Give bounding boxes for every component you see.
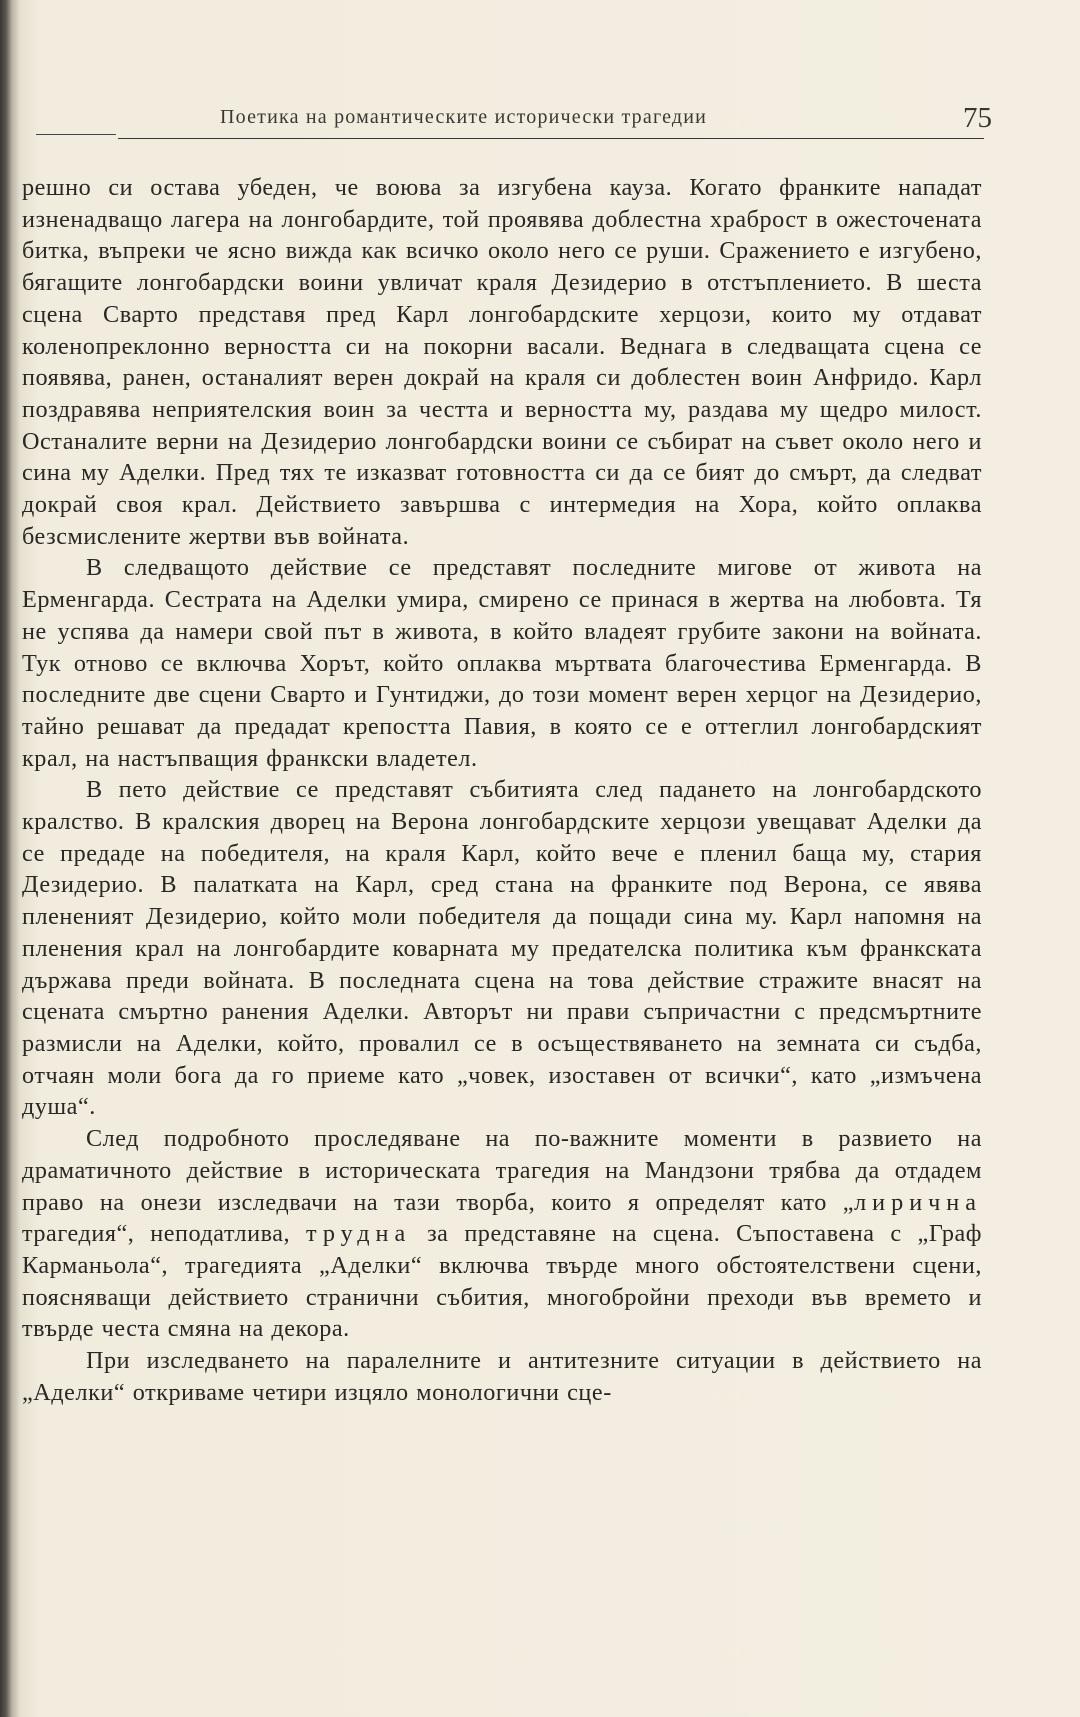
paragraph-fourth-act: В следващото действие се представят последните мигове от живота на Ерменгарда. Сестрата на Аделки умира, смирено се принася в жертва на любовта. Тя не успява да намери свой път в живота, в който владеят грубите закони на войната. Тук отново се включва Хорът, който оплаква мъртвата благочестива Ерменгарда. В последните две сцени Сварто и Гунтиджи, до този момент верен херцог на Дезидерио, тайно решават да предадат крепостта Павия, в която се е оттеглил лонгобардският крал, на настъпващия франкски владетел. xyxy=(22,554,982,772)
page-number: 75 xyxy=(963,102,992,134)
summary-text-middle: трагедия“, неподатлива, xyxy=(22,1220,306,1248)
spaced-word-hard: трудна xyxy=(306,1220,412,1248)
running-title: Поетика на романтическите исторически трагедии xyxy=(220,106,708,128)
paragraph-fifth-act: В пето действие се представят събитията след падането на лонгобардското кралство. В кралския дворец на Верона лонгобардските херцози увещават Аделки да се предаде на победителя, на краля Карл, който вече е пленил баща му, стария Дезидерио. В палатката на Карл, сред стана на франките под Верона, се явява плененият Дезидерио, който моли победителя да пощади сина му. Карл напомня на пленения крал на лонгобардите коварната му предателска политика към франкската държава преди войната. В последната сцена на това действие стражите внасят на сцената смъртно ранения Аделки. Авторът ни прави съпричастни с предсмъртните размисли на Аделки, който, провалил се в осъществяването на земната си съдба, отчаян моли бога да го приеме като „човек, изоставен от всички“, като „измъчена душа“. xyxy=(22,776,982,1121)
summary-text-start: След подробното проследяване на по-важните моменти в развието на драматичното действие в историческата трагедия на Мандзони трябва да отдадем право на онези изследвачи на тази творба, които я определят като „ xyxy=(22,1125,982,1216)
page-header xyxy=(36,96,992,144)
paragraph-parallels: При изследването на паралелните и антитезните ситуации в действието на „Аделки“ откриваме четири изцяло монологични сце- xyxy=(22,1347,982,1406)
paragraph-continuation: решно си остава убеден, че воюва за изгубена кауза. Когато франките нападат изненадващо лагера на лонгобардите, той проявява доблестна храброст в ожесточената битка, въпреки че ясно вижда как всичко около него се руши. Сражението е изгубено, бягащите лонгобардски воини увличат краля Дезидерио в отстъплението. В шеста сцена Сварто представя пред Карл лонгобардските херцози, които му отдават коленопреклонно верността си на покорни васали. Веднага в следващата сцена се появява, ранен, останалият верен докрай на краля си доблестен воин Анфридо. Карл поздравява неприятелския воин за честта и верността му, раздава му щедро милост. Останалите верни на Дезидерио лонгобардски воини се събират на съвет около него и сина му Аделки. Пред тях те изказват готовността си да се бият до смърт, да следват докрай своя крал. Действието завършва с интермедия на Хора, който оплаква безсмислените жертви във войната. xyxy=(22,174,982,550)
body-text xyxy=(22,172,982,1408)
header-rule xyxy=(118,138,984,139)
summary-text-end: за представяне на сцена. Съпоставена с „Граф Карманьола“, трагедията „Аделки“ включва твърде много обстоятелствени сцени, поясняващи действието странични събития, многобройни преходи във времето и твърде честа смяна на декора. xyxy=(22,1220,982,1343)
paragraph-summary xyxy=(22,1123,982,1345)
spaced-word-lyric: лирична xyxy=(854,1188,982,1216)
header-rule-left xyxy=(36,134,116,135)
